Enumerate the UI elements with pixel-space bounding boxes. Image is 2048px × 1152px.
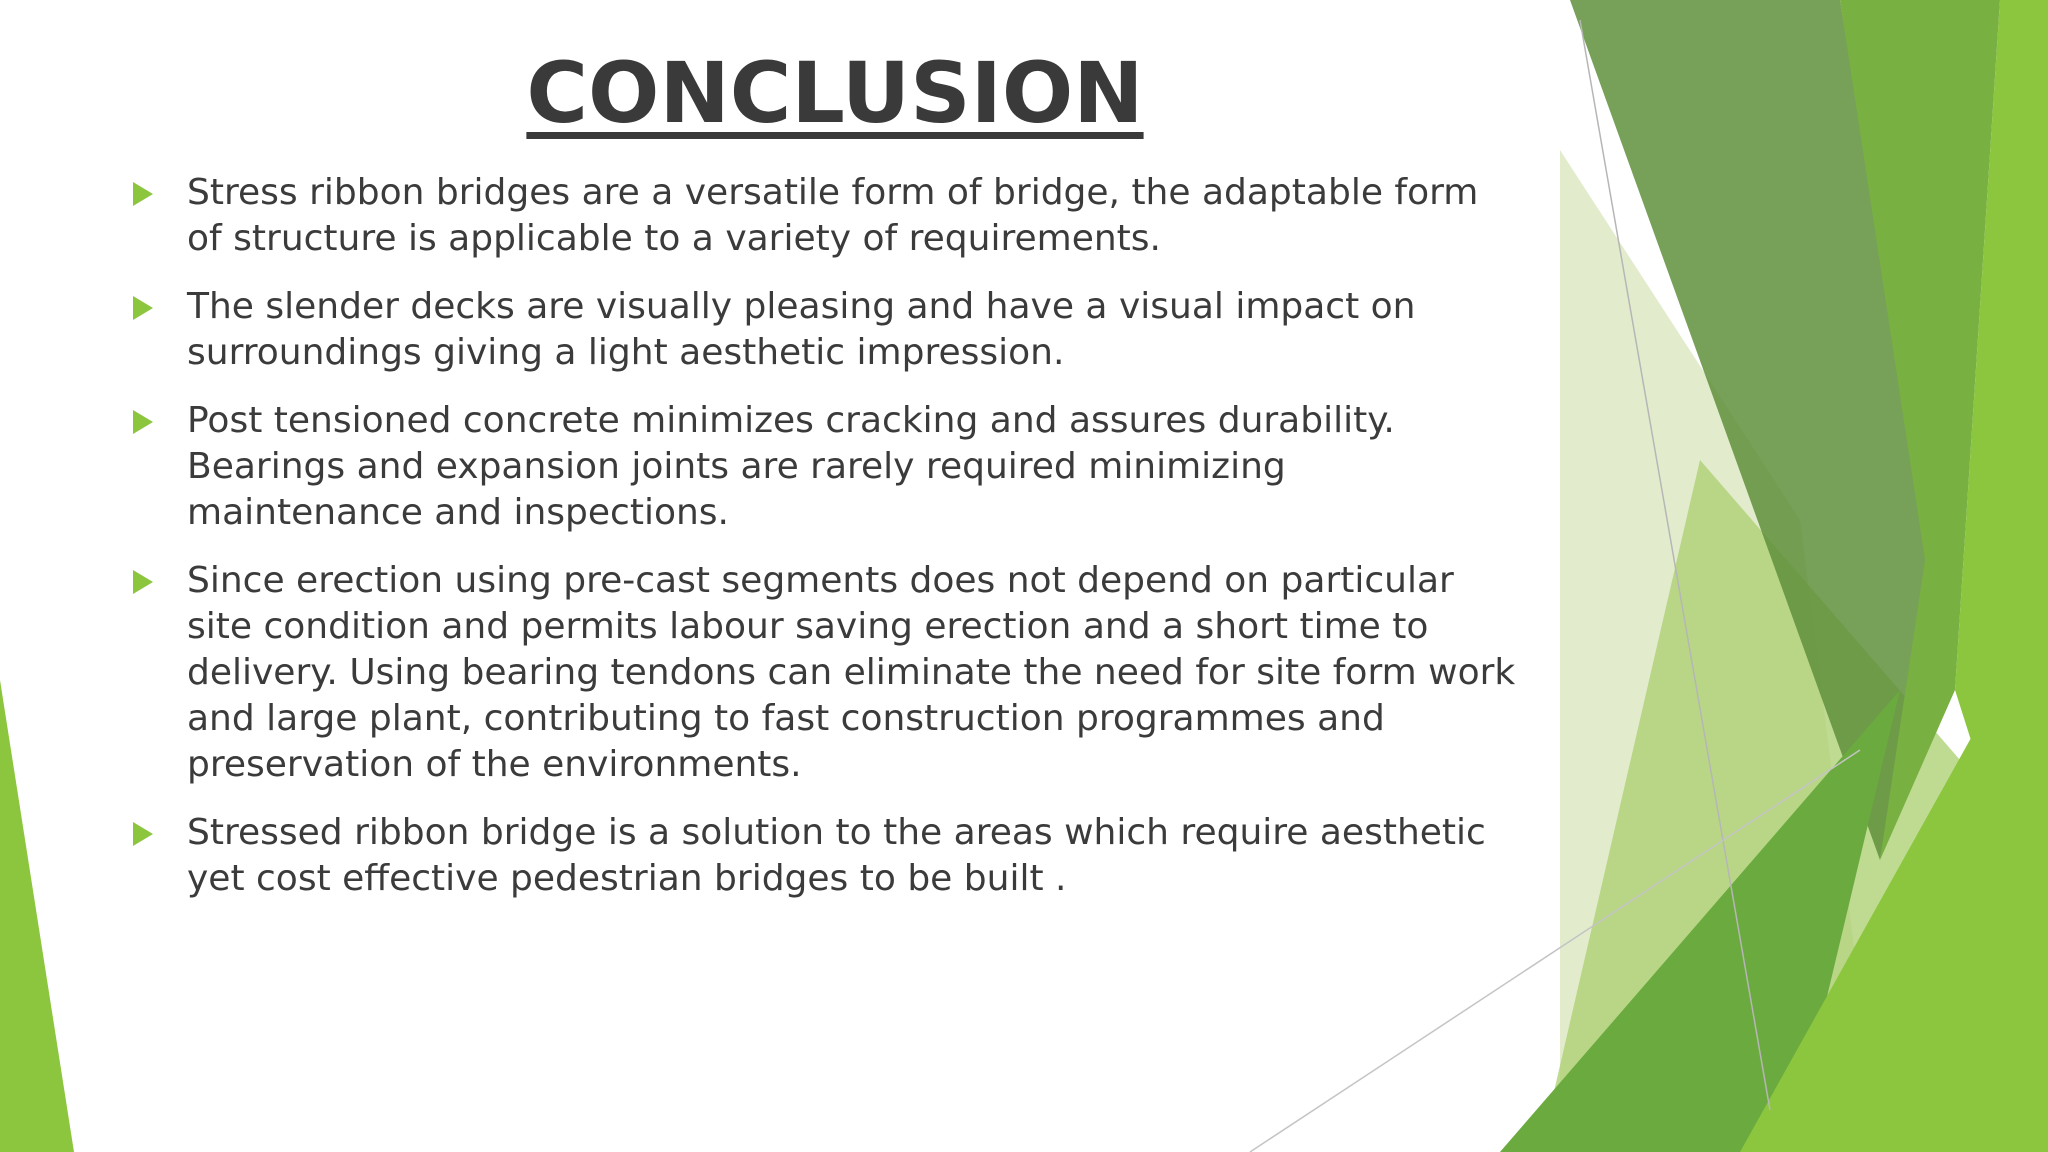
triangle-bullet-icon bbox=[133, 822, 153, 846]
bullet-text: Stress ribbon bridges are a versatile form of bridge, the adaptable form of structure is applicable to a variety of requirements. bbox=[187, 172, 1479, 259]
bullet-text: Post tensioned concrete minimizes cracking and assures durability. Bearings and expansion joints are rarely required minimizing maintenance and inspections. bbox=[187, 400, 1395, 533]
bullet-list bbox=[130, 170, 1520, 924]
triangle-bullet-icon bbox=[133, 410, 153, 434]
slide-title-text: CONCLUSION bbox=[526, 44, 1144, 142]
triangle-bullet-icon bbox=[133, 570, 153, 594]
bullet-item bbox=[130, 284, 1520, 376]
bullet-item bbox=[130, 398, 1520, 536]
bullet-item bbox=[130, 170, 1520, 262]
left-green-sliver bbox=[0, 680, 74, 1152]
bullet-text: The slender decks are visually pleasing and have a visual impact on surroundings giving a light aesthetic impression. bbox=[187, 286, 1416, 373]
triangle-bullet-icon bbox=[133, 182, 153, 206]
bullet-text: Since erection using pre-cast segments does not depend on particular site condition and permits labour saving erection and a short time to delivery. Using bearing tendons can eliminate the need for site form work and large plant, contributing to fast construction programmes and preservation of the environments. bbox=[187, 560, 1516, 785]
bullet-item bbox=[130, 558, 1520, 788]
bullet-item bbox=[130, 810, 1520, 902]
slide-title bbox=[0, 38, 1670, 148]
bullet-text: Stressed ribbon bridge is a solution to the areas which require aesthetic yet cost effective pedestrian bridges to be built . bbox=[187, 812, 1486, 899]
triangle-bullet-icon bbox=[133, 296, 153, 320]
